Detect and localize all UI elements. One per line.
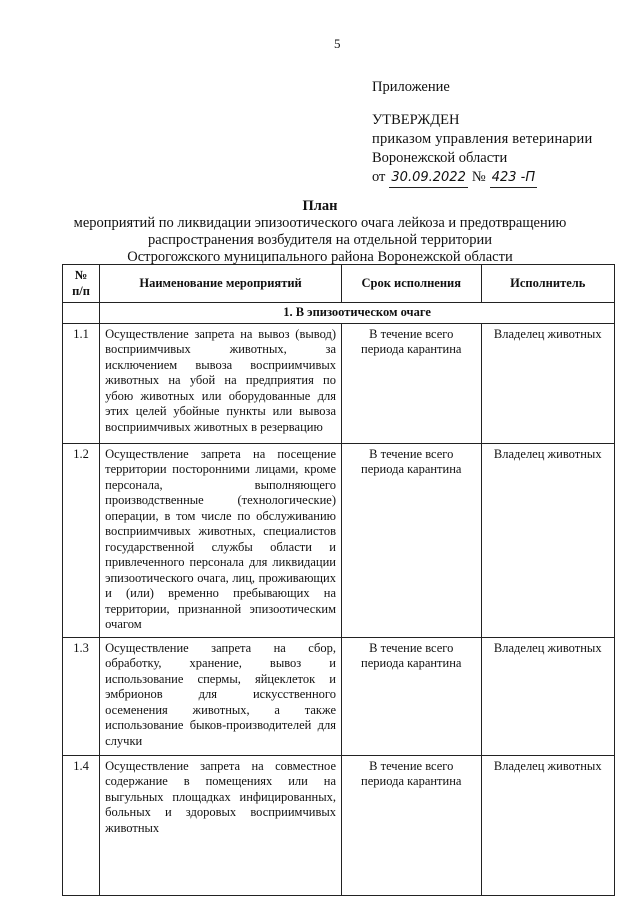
approval-block bbox=[372, 78, 592, 188]
row-executor: Владелец животных bbox=[481, 755, 615, 895]
row-description: Осуществление запрета на вывоз (вывод) восприимчивых животных, за исключением вывоза восприимчивых животных на убой на предприятия по убою животных или оборудованные для этих целей убойные пункты или вывоза восприимчивых животных в резервацию bbox=[100, 323, 342, 443]
row-term: В течение всего периода карантина bbox=[342, 637, 482, 755]
number-label: № bbox=[471, 169, 486, 185]
approved-label: УТВЕРЖДЕН bbox=[372, 112, 460, 128]
appendix-label: Приложение bbox=[372, 79, 450, 95]
table-row bbox=[63, 755, 615, 895]
table-header-row bbox=[63, 265, 615, 303]
from-label: от bbox=[372, 169, 386, 185]
table-row bbox=[63, 443, 615, 637]
table-row bbox=[63, 323, 615, 443]
header-number: № п/п bbox=[63, 265, 100, 303]
table-row bbox=[63, 637, 615, 755]
order-number: 423 -П bbox=[490, 168, 537, 188]
row-description: Осуществление запрета на сбор, обработку, хранение, вывоз и использование спермы, яйцеклеток и эмбрионов для искусственного осеменения животных, а также использование быков-производителей для случки bbox=[100, 637, 342, 755]
row-executor: Владелец животных bbox=[481, 443, 615, 637]
header-term: Срок исполнения bbox=[342, 265, 482, 303]
row-term: В течение всего периода карантина bbox=[342, 755, 482, 895]
row-description: Осуществление запрета на совместное содержание в помещениях или на выгульных площадках инфицированных, больных и здоровых восприимчивых животных bbox=[100, 755, 342, 895]
row-number: 1.2 bbox=[63, 443, 100, 637]
section-spacer bbox=[63, 303, 100, 324]
order-line bbox=[372, 168, 592, 188]
row-executor: Владелец животных bbox=[481, 637, 615, 755]
section-row bbox=[63, 303, 615, 324]
measures-table bbox=[62, 264, 615, 896]
page-number: 5 bbox=[334, 36, 341, 51]
approval-line-2: Воронежской области bbox=[372, 150, 508, 166]
order-date: 30.09.2022 bbox=[389, 168, 467, 188]
row-term: В течение всего периода карантина bbox=[342, 443, 482, 637]
document-title bbox=[0, 198, 640, 266]
section-title: 1. В эпизоотическом очаге bbox=[100, 303, 615, 324]
title-plan: План bbox=[302, 198, 338, 214]
row-number: 1.4 bbox=[63, 755, 100, 895]
row-number: 1.1 bbox=[63, 323, 100, 443]
title-line-3: Острогожского муниципального района Воронежской области bbox=[127, 249, 513, 265]
row-description: Осуществление запрета на посещение территории посторонними лицами, кроме персонала, выполняющего производственные (технологические) операции, в том числе по обслуживанию восприимчивых животных, специалистов государственной службы области и привлеченного персонала для ликвидации эпизоотического очага, лиц, проживающих и (или) временно пребывающих на территории, признанной эпизоотическим очагом bbox=[100, 443, 342, 637]
approval-line-1: приказом управления ветеринарии bbox=[372, 131, 593, 147]
title-line-2: распространения возбудителя на отдельной территории bbox=[148, 232, 492, 248]
row-number: 1.3 bbox=[63, 637, 100, 755]
title-line-1: мероприятий по ликвидации эпизоотического очага лейкоза и предотвращению bbox=[73, 215, 567, 231]
row-term: В течение всего периода карантина bbox=[342, 323, 482, 443]
header-measure: Наименование мероприятий bbox=[100, 265, 342, 303]
row-executor: Владелец животных bbox=[481, 323, 615, 443]
header-executor: Исполнитель bbox=[481, 265, 615, 303]
